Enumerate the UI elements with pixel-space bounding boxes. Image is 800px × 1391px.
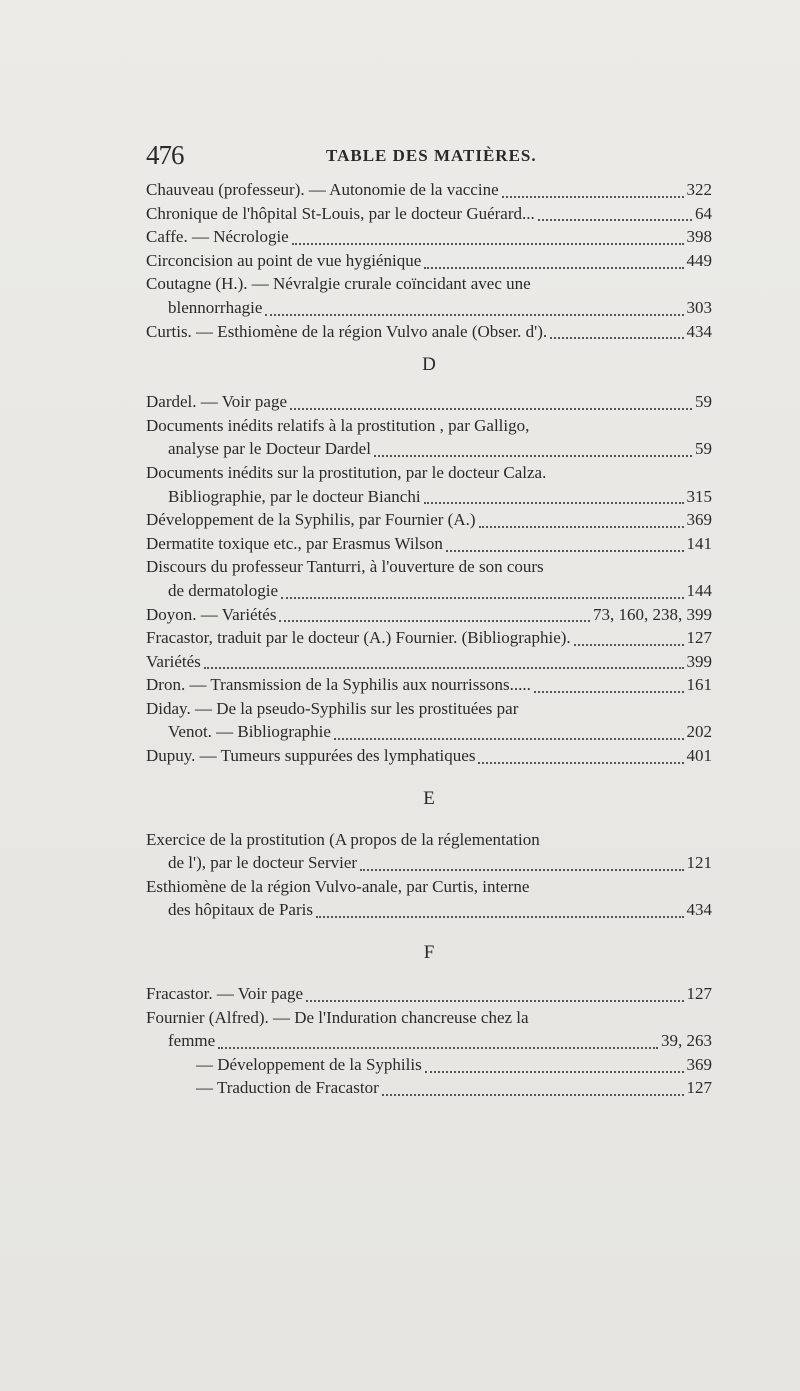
entry-line (146, 508, 712, 532)
index-entry (146, 532, 712, 556)
entry-line (146, 828, 712, 852)
page-reference: 127 (686, 1078, 712, 1098)
entry-text: Chronique de l'hôpital St-Louis, par le docteur Guérard... (146, 203, 535, 223)
leader-dots (538, 213, 692, 221)
entry-line (146, 320, 712, 344)
page-reference: 399 (686, 651, 712, 671)
leader-dots (306, 994, 683, 1002)
index-entry (146, 178, 712, 202)
index-section (146, 343, 712, 768)
index-entry (146, 982, 712, 1006)
entry-line (146, 437, 712, 461)
entry-text: blennorrhagie (168, 297, 263, 317)
entry-text: Discours du professeur Tanturri, à l'ouverture de son cours (146, 557, 544, 577)
page-reference: 202 (686, 722, 712, 742)
index-entry (146, 697, 712, 744)
page-header (146, 140, 736, 180)
entry-text: Dupuy. — Tumeurs suppurées des lymphatiques (146, 746, 476, 766)
index-entry (146, 828, 712, 875)
page-reference: 59 (695, 439, 712, 459)
entry-line (146, 1029, 712, 1053)
entry-line (146, 390, 712, 414)
section-letter: D (422, 354, 436, 376)
leader-dots (382, 1088, 684, 1096)
leader-dots (281, 591, 684, 599)
index-entry (146, 626, 712, 650)
leader-dots (574, 638, 684, 646)
entry-line (146, 579, 712, 603)
entry-line (146, 296, 712, 320)
entry-line (146, 461, 712, 485)
page-reference: 398 (686, 227, 712, 247)
page-reference: 322 (686, 180, 712, 199)
page-reference: 434 (686, 900, 712, 920)
page-reference: 303 (686, 297, 712, 317)
entry-line (146, 225, 712, 249)
entry-line (146, 650, 712, 674)
entry-text: Venot. — Bibliographie (168, 722, 331, 742)
page-reference: 401 (686, 746, 712, 766)
entry-line (146, 272, 712, 296)
page-reference: 141 (686, 533, 712, 553)
leader-dots (425, 1065, 684, 1073)
entry-text: Dron. — Transmission de la Syphilis aux nourrissons..... (146, 675, 531, 695)
index-section (146, 768, 712, 922)
entry-line (146, 982, 712, 1006)
page-reference: 127 (686, 628, 712, 648)
leader-dots (534, 685, 684, 693)
index-entry (146, 390, 712, 414)
page-reference: 161 (686, 675, 712, 695)
entry-text: Dermatite toxique etc., par Erasmus Wilson (146, 533, 443, 553)
entry-line (146, 720, 712, 744)
leader-dots (374, 449, 692, 457)
entry-line (146, 555, 712, 579)
index-section (146, 178, 712, 343)
entry-line (146, 202, 712, 226)
entry-line (146, 1053, 712, 1077)
entry-line (146, 626, 712, 650)
entry-text: Chauveau (professeur). — Autonomie de la vaccine (146, 180, 499, 199)
leader-dots (334, 732, 684, 740)
entry-text: Coutagne (H.). — Névralgie crurale coïncidant avec une (146, 274, 531, 294)
leader-dots (550, 331, 683, 339)
leader-dots (204, 661, 684, 669)
leader-dots (316, 910, 684, 918)
entry-text: Caffe. — Nécrologie (146, 227, 289, 247)
leader-dots (479, 520, 684, 528)
entry-line (146, 1076, 712, 1100)
index-entry (146, 225, 712, 249)
entry-line (146, 178, 712, 202)
entry-line (146, 697, 712, 721)
entry-line (146, 875, 712, 899)
entry-text: Fracastor, traduit par le docteur (A.) Fournier. (Bibliographie). (146, 628, 571, 648)
index-entry (146, 1053, 712, 1077)
section-letter: E (423, 787, 435, 809)
index-entry (146, 1006, 712, 1053)
page-reference: 39, 263 (661, 1031, 712, 1051)
leader-dots (218, 1041, 658, 1049)
entry-line (146, 898, 712, 922)
index-entry (146, 603, 712, 627)
index-entry (146, 320, 712, 344)
entry-line (146, 851, 712, 875)
entry-line (146, 603, 712, 627)
leader-dots (478, 756, 683, 764)
page-reference: 59 (695, 392, 712, 412)
page-reference: 73, 160, 238, 399 (593, 604, 712, 624)
page-reference: 64 (695, 203, 712, 223)
index-entry (146, 414, 712, 461)
entry-text: Exercice de la prostitution (A propos de la réglementation (146, 829, 540, 849)
index-entry (146, 650, 712, 674)
index-entry (146, 744, 712, 768)
entry-text: des hôpitaux de Paris (168, 900, 313, 920)
index-entry (146, 555, 712, 602)
entry-line (146, 1006, 712, 1030)
entry-text: Doyon. — Variétés (146, 604, 277, 624)
index-entry (146, 461, 712, 508)
index-content (146, 178, 712, 1100)
entry-text: Dardel. — Voir page (146, 392, 288, 412)
section-letter: F (423, 942, 435, 964)
entry-text: de l'), par le docteur Servier (168, 853, 358, 873)
entry-line (146, 532, 712, 556)
page-reference: 449 (686, 250, 712, 270)
leader-dots (424, 496, 684, 504)
page-reference: 121 (686, 853, 712, 873)
entry-text: femme (168, 1031, 216, 1051)
leader-dots (424, 261, 683, 269)
leader-dots (290, 402, 692, 410)
index-section (146, 922, 712, 1100)
index-entry (146, 249, 712, 273)
page-reference: 144 (686, 580, 712, 600)
entry-text: Variétés (146, 651, 201, 671)
entry-text: Curtis. — Esthiomène de la région Vulvo anale (Obser. d'). (146, 321, 548, 341)
index-entry (146, 1076, 712, 1100)
page-number: 476 (146, 140, 184, 170)
page-reference: 369 (686, 1054, 712, 1074)
leader-dots (360, 863, 683, 871)
page-reference: 434 (686, 321, 712, 341)
entry-text: Fracastor. — Voir page (146, 984, 304, 1004)
entry-line (146, 485, 712, 509)
entry-text: Documents inédits relatifs à la prostitution , par Galligo, (146, 415, 530, 435)
entry-text: Diday. — De la pseudo-Syphilis sur les prostituées par (146, 698, 519, 718)
leader-dots (292, 237, 684, 245)
entry-text: — Traduction de Fracastor (196, 1078, 379, 1098)
page-reference: 315 (686, 486, 712, 506)
running-head: TABLE DES MATIÈRES. (326, 146, 537, 165)
page-reference: 127 (686, 984, 712, 1004)
entry-line (146, 249, 712, 273)
entry-text: Fournier (Alfred). — De l'Induration chancreuse chez la (146, 1007, 529, 1027)
leader-dots (502, 190, 684, 198)
entry-line (146, 744, 712, 768)
entry-text: Développement de la Syphilis, par Fournier (A.) (146, 510, 476, 530)
entry-text: Esthiomène de la région Vulvo-anale, par Curtis, interne (146, 876, 530, 896)
entry-text: analyse par le Docteur Dardel (168, 439, 371, 459)
entry-text: Documents inédits sur la prostitution, par le docteur Calza. (146, 462, 547, 482)
page-reference: 369 (686, 510, 712, 530)
entry-text: — Développement de la Syphilis (196, 1054, 422, 1074)
index-entry (146, 272, 712, 319)
leader-dots (265, 308, 683, 316)
leader-dots (279, 614, 590, 622)
index-entry (146, 202, 712, 226)
entry-line (146, 673, 712, 697)
entry-line (146, 414, 712, 438)
index-entry (146, 673, 712, 697)
entry-text: Bibliographie, par le docteur Bianchi (168, 486, 421, 506)
index-entry (146, 875, 712, 922)
entry-text: Circoncision au point de vue hygiénique (146, 250, 422, 270)
index-entry (146, 508, 712, 532)
leader-dots (446, 544, 684, 552)
entry-text: de dermatologie (168, 580, 278, 600)
